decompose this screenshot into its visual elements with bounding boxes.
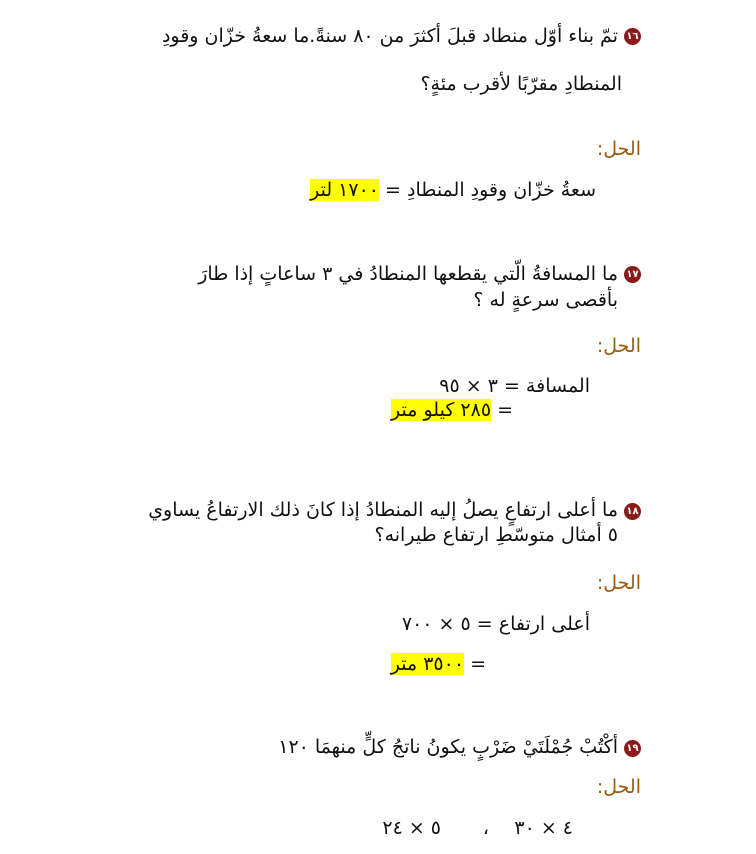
answer-line bbox=[391, 652, 486, 676]
solution-label: الحل: bbox=[596, 776, 641, 798]
question-number-badge: ١٩ bbox=[624, 740, 641, 757]
question-number-badge: ١٧ bbox=[624, 266, 641, 283]
question-text-line: بأقصى سرعةٍ له ؟ bbox=[473, 289, 618, 311]
solution-label: الحل: bbox=[596, 138, 641, 160]
equals-sign: = bbox=[470, 653, 486, 675]
question-number-badge: ١٨ bbox=[624, 503, 641, 520]
answer-line bbox=[391, 398, 513, 422]
answer-line bbox=[310, 178, 596, 202]
highlighted-answer: ١٧٠٠ لتر bbox=[310, 179, 379, 201]
question-number-badge: ١٦ bbox=[624, 28, 641, 45]
expression: ٥ × ٢٤ bbox=[382, 817, 441, 839]
solution-label: الحل: bbox=[596, 335, 641, 357]
question-text-line: المنطادِ مقرّبًا لأقرب مئةٍ؟ bbox=[420, 73, 622, 95]
answer-text: سعةُ خزّان وقودِ المنطادِ = bbox=[385, 179, 596, 201]
question-text-line: أكْتُبْ جُمْلَتَيْ ضَرْبٍ يكونُ ناتجُ كلٍّ منهمَا ١٢٠ bbox=[278, 736, 618, 758]
question-text-line: ما أعلى ارتفاعٍ يصلُ إليه المنطادُ إذا كانَ ذلك الارتفاعُ يساوي bbox=[148, 499, 618, 521]
equation-line: المسافة = ٣ × ٩٥ bbox=[439, 375, 590, 397]
equals-sign: = bbox=[497, 399, 513, 421]
solution-label: الحل: bbox=[596, 572, 641, 594]
separator: ، bbox=[482, 817, 489, 839]
equation-line: أعلى ارتفاع = ٥ × ٧٠٠ bbox=[401, 613, 590, 635]
question-text-line: تمّ بناء أوّل منطاد قبلَ أكثرَ من ٨٠ سنةً.ما سعةُ خزّان وقودِ bbox=[161, 25, 618, 47]
question-text-line: ٥ أمثال متوسّطِ ارتفاع طيرانه؟ bbox=[374, 524, 618, 546]
expression: ٤ × ٣٠ bbox=[514, 817, 573, 839]
highlighted-answer: ٢٨٥ كيلو متر bbox=[391, 399, 492, 421]
highlighted-answer: ٣٥٠٠ متر bbox=[390, 653, 465, 675]
question-text-line: ما المسافةُ الّتي يقطعها المنطادُ في ٣ ساعاتٍ إذا طارَ bbox=[198, 263, 618, 285]
